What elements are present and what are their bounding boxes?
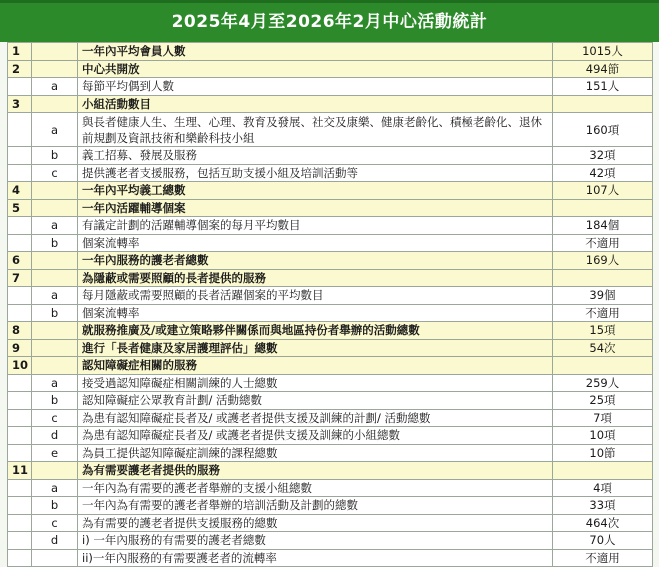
row-number: 7	[8, 269, 32, 287]
row-number	[8, 514, 32, 532]
row-number: 11	[8, 462, 32, 480]
table-row	[8, 427, 653, 445]
page-title: 2025年4月至2026年2月中心活動統計	[0, 0, 659, 42]
row-number: 2	[8, 60, 32, 78]
row-sub-letter: c	[32, 409, 78, 427]
row-label: 為患有認知障礙症長者及/ 或護老者提供支援及訓練的小組總數	[78, 427, 553, 445]
row-label: 認知障礙症公眾教育計劃/ 活動總數	[78, 392, 553, 410]
row-number	[8, 304, 32, 322]
section-row	[8, 252, 653, 270]
row-sub-letter: a	[32, 113, 78, 147]
table-row	[8, 514, 653, 532]
table-row	[8, 374, 653, 392]
row-number: 6	[8, 252, 32, 270]
section-row	[8, 199, 653, 217]
stats-table	[7, 42, 653, 567]
row-label: 每節平均偶到人數	[78, 78, 553, 96]
section-row	[8, 322, 653, 340]
row-value	[553, 95, 653, 113]
row-label: 為有需要的護老者提供支援服務的總數	[78, 514, 553, 532]
row-value: 7項	[553, 409, 653, 427]
section-row	[8, 339, 653, 357]
row-label: 進行「長者健康及家居護理評估」總數	[78, 339, 553, 357]
row-label: 一年內服務的護老者總數	[78, 252, 553, 270]
row-number: 5	[8, 199, 32, 217]
row-value: 259人	[553, 374, 653, 392]
table-row	[8, 113, 653, 147]
row-label: 一年內為有需要的護老者舉辦的支援小組總數	[78, 479, 553, 497]
row-number	[8, 532, 32, 550]
row-sub-letter: b	[32, 497, 78, 515]
row-sub-letter	[32, 95, 78, 113]
row-sub-letter	[32, 357, 78, 375]
table-row	[8, 304, 653, 322]
table-row	[8, 444, 653, 462]
row-sub-letter: b	[32, 147, 78, 165]
row-label: 個案流轉率	[78, 304, 553, 322]
section-row	[8, 60, 653, 78]
row-number	[8, 549, 32, 567]
row-label: 為有需要護老者提供的服務	[78, 462, 553, 480]
row-sub-letter	[32, 199, 78, 217]
row-value: 54次	[553, 339, 653, 357]
row-value: 39個	[553, 287, 653, 305]
table-row	[8, 147, 653, 165]
row-number: 8	[8, 322, 32, 340]
row-number	[8, 409, 32, 427]
table-row	[8, 392, 653, 410]
row-value	[553, 269, 653, 287]
row-label: 與長者健康人生、生理、心理、教育及發展、社交及康樂、健康老齡化、積極老齡化、退休前規劃及資訊技術和樂齡科技小組	[78, 113, 553, 147]
row-label: 有議定計劃的活躍輔導個案的每月平均數目	[78, 217, 553, 235]
row-value	[553, 462, 653, 480]
row-value: 4項	[553, 479, 653, 497]
section-row	[8, 182, 653, 200]
row-sub-letter: a	[32, 479, 78, 497]
row-label: 每月隱蔽或需要照顧的長者活躍個案的平均數目	[78, 287, 553, 305]
row-sub-letter: a	[32, 374, 78, 392]
row-label: 提供護老者支援服務，包括互助支援小組及培訓活動等	[78, 164, 553, 182]
row-value	[553, 199, 653, 217]
row-value: 169人	[553, 252, 653, 270]
row-sub-letter: a	[32, 217, 78, 235]
row-number: 10	[8, 357, 32, 375]
row-value: 464次	[553, 514, 653, 532]
row-label: 接受過認知障礙症相關訓練的人士總數	[78, 374, 553, 392]
row-number	[8, 287, 32, 305]
row-value: 494節	[553, 60, 653, 78]
row-value: 10項	[553, 427, 653, 445]
row-number: 3	[8, 95, 32, 113]
row-number	[8, 444, 32, 462]
row-sub-letter: b	[32, 304, 78, 322]
row-value: 1015人	[553, 43, 653, 61]
row-label: i) 一年內服務的有需要的護老者總數	[78, 532, 553, 550]
row-number	[8, 479, 32, 497]
row-value: 160項	[553, 113, 653, 147]
row-number: 9	[8, 339, 32, 357]
row-sub-letter: b	[32, 392, 78, 410]
row-sub-letter: c	[32, 164, 78, 182]
section-row	[8, 269, 653, 287]
row-sub-letter: a	[32, 287, 78, 305]
row-label: 為員工提供認知障礙症訓練的課程總數	[78, 444, 553, 462]
row-value	[553, 357, 653, 375]
row-sub-letter: a	[32, 78, 78, 96]
row-label: 認知障礙症相關的服務	[78, 357, 553, 375]
row-number	[8, 374, 32, 392]
row-sub-letter	[32, 549, 78, 567]
section-row	[8, 43, 653, 61]
row-label: 個案流轉率	[78, 234, 553, 252]
row-value: 10節	[553, 444, 653, 462]
row-label: 就服務推廣及/或建立策略夥伴關係而與地區持份者舉辦的活動總數	[78, 322, 553, 340]
row-label: 義工招募、發展及服務	[78, 147, 553, 165]
row-label: 為隱蔽或需要照顧的長者提供的服務	[78, 269, 553, 287]
row-label: 一年內活躍輔導個案	[78, 199, 553, 217]
row-label: 中心共開放	[78, 60, 553, 78]
row-number: 1	[8, 43, 32, 61]
row-number	[8, 164, 32, 182]
row-value: 不適用	[553, 304, 653, 322]
row-label: 為患有認知障礙症長者及/ 或護老者提供支援及訓練的計劃/ 活動總數	[78, 409, 553, 427]
row-sub-letter	[32, 43, 78, 61]
table-row	[8, 234, 653, 252]
table-row	[8, 217, 653, 235]
row-number	[8, 427, 32, 445]
row-number	[8, 497, 32, 515]
row-sub-letter: b	[32, 234, 78, 252]
row-value: 32項	[553, 147, 653, 165]
table-row	[8, 409, 653, 427]
table-row	[8, 164, 653, 182]
row-sub-letter: e	[32, 444, 78, 462]
row-value: 不適用	[553, 549, 653, 567]
row-label: 一年內平均會員人數	[78, 43, 553, 61]
row-sub-letter	[32, 322, 78, 340]
section-row	[8, 462, 653, 480]
row-sub-letter	[32, 462, 78, 480]
row-sub-letter: c	[32, 514, 78, 532]
table-row	[8, 78, 653, 96]
row-number	[8, 113, 32, 147]
row-value: 151人	[553, 78, 653, 96]
row-sub-letter	[32, 252, 78, 270]
row-value: 15項	[553, 322, 653, 340]
row-number	[8, 392, 32, 410]
section-row	[8, 357, 653, 375]
section-row	[8, 95, 653, 113]
row-sub-letter	[32, 60, 78, 78]
row-number	[8, 147, 32, 165]
row-value: 184個	[553, 217, 653, 235]
row-number	[8, 78, 32, 96]
row-value: 25項	[553, 392, 653, 410]
table-row	[8, 497, 653, 515]
row-value: 不適用	[553, 234, 653, 252]
row-label: 小組活動數目	[78, 95, 553, 113]
row-number	[8, 234, 32, 252]
row-value: 42項	[553, 164, 653, 182]
row-label: ii)一年內服務的有需要護老者的流轉率	[78, 549, 553, 567]
row-value: 107人	[553, 182, 653, 200]
row-sub-letter	[32, 182, 78, 200]
row-label: 一年內平均義工總數	[78, 182, 553, 200]
row-value: 70人	[553, 532, 653, 550]
table-row	[8, 287, 653, 305]
row-label: 一年內為有需要的護老者舉辦的培訓活動及計劃的總數	[78, 497, 553, 515]
row-sub-letter	[32, 269, 78, 287]
table-row	[8, 532, 653, 550]
row-value: 33項	[553, 497, 653, 515]
row-number: 4	[8, 182, 32, 200]
table-row	[8, 549, 653, 567]
table-row	[8, 479, 653, 497]
row-sub-letter: d	[32, 532, 78, 550]
stats-table-body	[8, 43, 653, 567]
row-sub-letter: d	[32, 427, 78, 445]
row-number	[8, 217, 32, 235]
row-sub-letter	[32, 339, 78, 357]
